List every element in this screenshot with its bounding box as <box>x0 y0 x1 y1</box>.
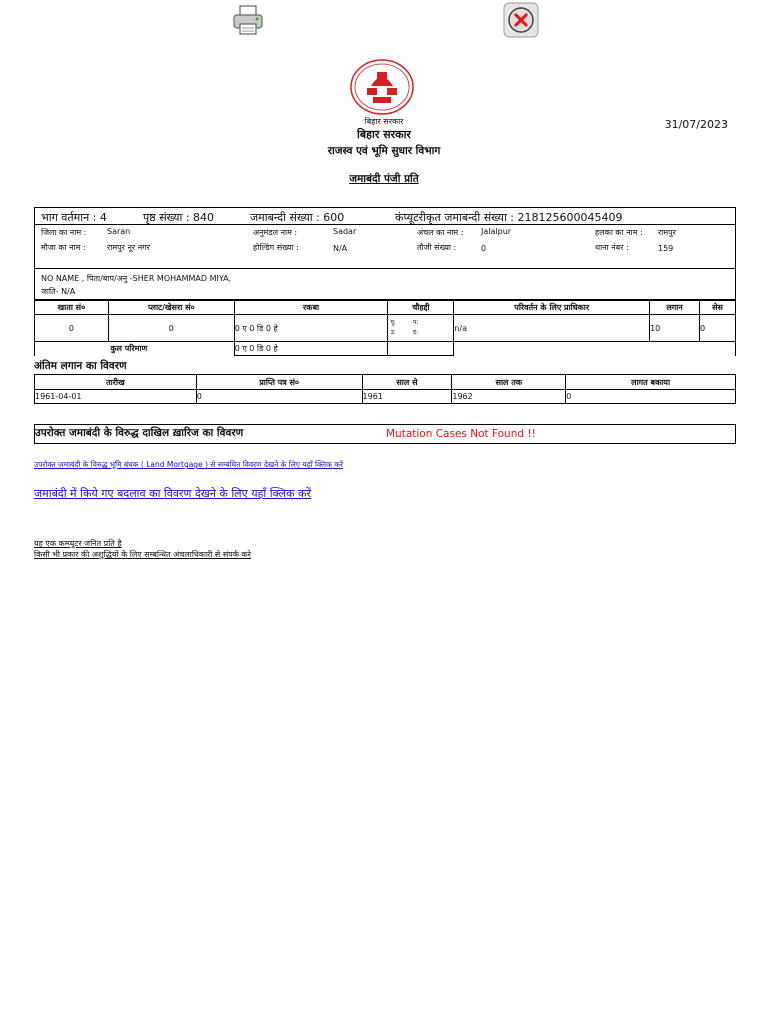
mutation-title: उपरोक्त जमाबंदी के विरुद्ध दाखिल ख़ारिज का विवरण <box>35 427 244 439</box>
bhag-vartaman: भाग वर्तमान : 4 <box>41 211 107 224</box>
authority-cell: n/a <box>454 315 650 342</box>
owner-name: NO NAME , पिता/बाप/अनु -SHER MOHAMMAD MIYA, <box>41 274 232 283</box>
jamabandi-changes-link[interactable]: जमाबंदी में किये गए बदलाव का विवरण देखने के लिए यहाँ क्लिक करें <box>34 487 311 500</box>
land-details-table <box>34 299 736 356</box>
col-header: साल से <box>362 375 452 390</box>
col-header: खाता सं० <box>35 300 109 315</box>
col-header: लागत बकाया <box>566 375 736 390</box>
zila-label: जिला का नाम : <box>41 228 87 237</box>
lagan-table <box>34 374 736 404</box>
close-x-icon <box>503 2 539 38</box>
computerised-jamabandi-sankhya: कंप्यूटरीकृत जमाबन्दी संख्या : 218125600045409 <box>395 211 623 224</box>
anumandal-label: अनुमंडल नाम : <box>253 228 298 237</box>
mauza-label: मौजा का नाम : <box>41 243 86 252</box>
jamabandi-summary-box <box>34 207 736 301</box>
receipt-cell: 0 <box>196 390 362 404</box>
col-header: प्राप्ति पत्र सं० <box>196 375 362 390</box>
anchal-label: अंचल का नाम : <box>417 228 464 237</box>
government-name: बिहार सरकार <box>357 128 411 141</box>
total-row <box>35 342 736 356</box>
halka-label: हलका का नाम : <box>595 228 643 237</box>
holding-value: N/A <box>333 244 348 253</box>
document-title: जमाबंदी पंजी प्रति <box>349 173 419 185</box>
col-header: रकबा <box>234 300 388 315</box>
khata-cell: 0 <box>35 315 109 342</box>
prishth-sankhya: पृष्ठ संख्या : 840 <box>143 211 215 224</box>
chauhaddi-north: पू: <box>390 319 396 326</box>
divider <box>35 268 735 269</box>
contact-note: किसी भी प्रकार की अशुद्धियों के लिए सम्बन्धित अंचलाधिकारी से संपर्क करे <box>34 550 251 559</box>
emblem-caption: बिहार सरकार <box>364 117 404 126</box>
ses-cell: 0 <box>700 315 736 342</box>
total-label: कुल परिमाण <box>108 342 234 356</box>
owner-caste: जाति- N/A <box>41 287 76 296</box>
table-row <box>35 390 736 404</box>
anchal-value: Jalalpur <box>481 227 512 236</box>
halka-value: रामपुर <box>658 228 676 237</box>
jamabandi-sankhya: जमाबन्दी संख्या : 600 <box>250 211 345 224</box>
land-mortgage-link[interactable]: उपरोक्त जमाबंदी के विरुद्ध भूमि बंधक ( Land Mortgage ) से सम्बंधित विवरण देखने के लिए यहाँ क्लिक करें <box>34 460 344 469</box>
thana-value: 159 <box>658 244 674 253</box>
col-header: लगान <box>650 300 700 315</box>
col-header: तारीख <box>35 375 197 390</box>
lagan-section-title: अंतिम लगान का विवरण <box>34 360 127 372</box>
table-header-row <box>35 300 736 315</box>
thana-label: थाना नंबर : <box>595 243 629 252</box>
bihar-emblem-logo <box>349 58 415 116</box>
rakba-cell: 0 ए 0 डि 0 हे <box>234 315 388 342</box>
col-header: परिवर्तन के लिए प्राधिकार <box>454 300 650 315</box>
table-row <box>35 315 736 342</box>
lagan-cell: 10 <box>650 315 700 342</box>
computer-generated-note: यह एक कम्प्यूटर जनित प्रति है <box>34 539 122 548</box>
chauhaddi-south: उ: <box>390 329 396 336</box>
year-from-cell: 1961 <box>362 390 452 404</box>
col-header: सेस <box>700 300 736 315</box>
chauhaddi-east: द: <box>412 329 419 336</box>
table-header-row <box>35 375 736 390</box>
mauza-value: रामपुर नूर नगर <box>107 243 150 252</box>
printer-icon <box>230 2 266 38</box>
dues-cell: 0 <box>566 390 736 404</box>
chauhaddi-cell <box>388 315 454 342</box>
tauzi-value: 0 <box>481 244 487 253</box>
divider <box>35 224 735 225</box>
print-date: 31/07/2023 <box>664 118 728 131</box>
department-name: राजस्व एवं भूमि सुधार विभाग <box>327 145 441 157</box>
chauhaddi-west: प: <box>413 319 419 326</box>
mutation-status: Mutation Cases Not Found !! <box>386 428 536 440</box>
anumandal-value: Sadar <box>333 227 357 236</box>
total-value: 0 ए 0 डि 0 हे <box>234 342 388 356</box>
tauzi-label: तौजी संख्या : <box>417 243 457 252</box>
holding-label: होल्डिंग संख्या : <box>253 243 299 252</box>
year-to-cell: 1962 <box>452 390 566 404</box>
col-header: प्लाट/खेसरा सं० <box>108 300 234 315</box>
print-button[interactable] <box>230 2 266 38</box>
col-header: साल तक <box>452 375 566 390</box>
plot-cell: 0 <box>108 315 234 342</box>
zila-value: Saran <box>107 227 131 236</box>
col-header: चौहद्दी <box>388 300 454 315</box>
mutation-box <box>34 424 736 444</box>
close-button[interactable] <box>503 2 539 38</box>
date-cell: 1961-04-01 <box>35 390 197 404</box>
